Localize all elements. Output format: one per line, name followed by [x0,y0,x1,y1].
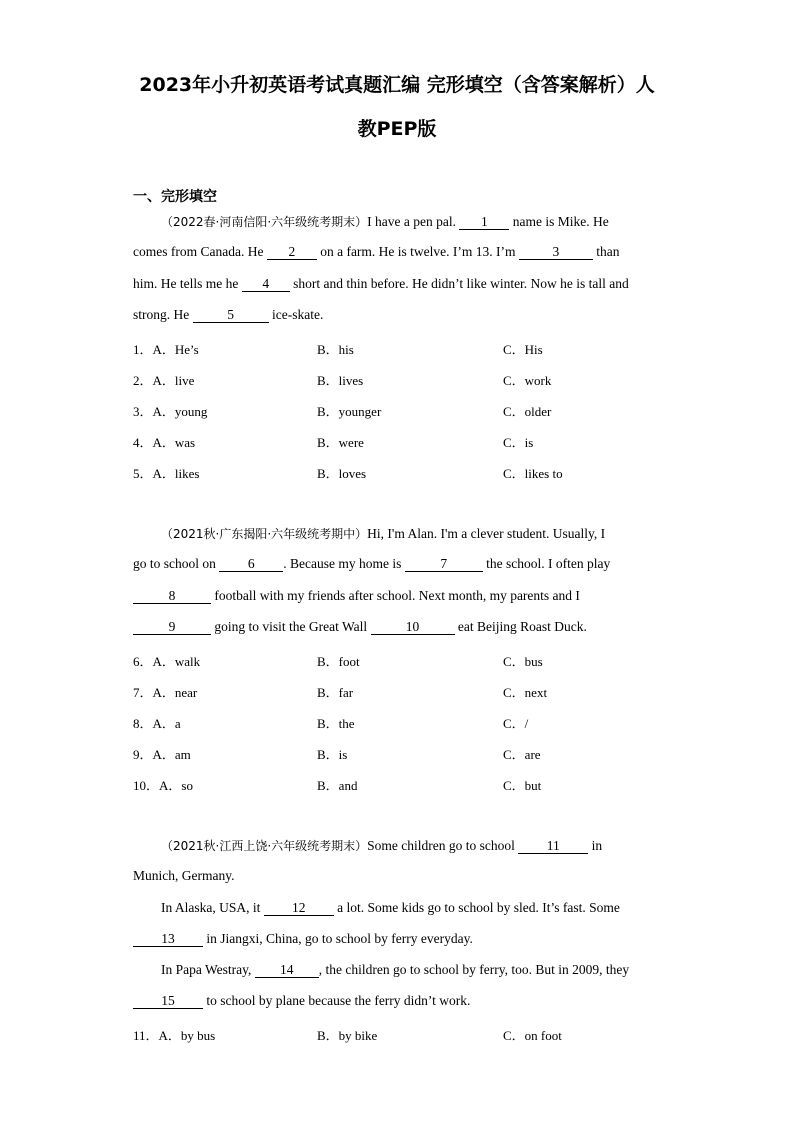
q1-option-b: B．his [317,342,354,357]
q1-option-a: 1．A．He’s [133,342,199,357]
text: than [592,244,620,259]
passage3-line4 [133,931,473,947]
passage3-source: （2021秋·江西上饶·六年级统考期末） [161,839,368,853]
text: on a farm. He is twelve. I’m 13. I’m [316,244,519,259]
q8-option-c: C．/ [503,716,529,731]
text: name is Mike. He [509,214,609,229]
passage2-line3 [133,588,580,604]
text: strong. He [133,307,193,322]
text: , the children go to school by ferry, too. But in 2009, they [318,962,630,977]
q3-option-b: B．younger [317,404,382,419]
passage3-line3 [161,900,620,916]
text: Hi, I'm Alan. I'm a clever student. Usually, I [367,526,606,541]
passage2-line2 [133,556,610,572]
text: the school. I often play [482,556,611,571]
blank-5: 5 [193,308,269,323]
passage3-line1 [161,837,602,854]
text: In Papa Westray, [161,962,255,977]
text: in [588,838,603,853]
blank-15: 15 [133,994,203,1009]
q5-option-b: B．loves [317,466,367,481]
document-title-line2: 教PEP版 [357,118,437,140]
section-heading: 一、完形填空 [133,189,217,205]
blank-11: 11 [518,839,588,854]
passage2-source: （2021秋·广东揭阳·六年级统考期中） [161,527,368,541]
q10-option-b: B．and [317,778,358,793]
q3-option-c: C．older [503,404,552,419]
passage2-line1 [161,525,605,542]
q9-option-b: B．is [317,747,348,762]
text: Munich, Germany. [133,868,235,883]
q11-option-b: B．by bike [317,1028,378,1043]
q11-option-c: C．on foot [503,1028,562,1043]
passage1-line1 [161,213,609,230]
q9-option-a: 9．A．am [133,747,191,762]
passage1-line4 [133,307,323,323]
passage3-line6 [133,993,470,1009]
passage1-source: （2022春·河南信阳·六年级统考期末） [161,215,368,229]
text: . Because my home is [283,556,405,571]
q5-option-a: 5．A．likes [133,466,200,481]
q2-option-c: C．work [503,373,552,388]
q8-option-a: 8．A．a [133,716,181,731]
blank-9: 9 [133,620,211,635]
passage2-line4 [133,619,587,635]
blank-2: 2 [267,245,317,260]
passage1-line2 [133,244,620,260]
q10-option-c: C．but [503,778,542,793]
blank-7: 7 [405,557,483,572]
q6-option-c: C．bus [503,654,543,669]
q4-option-b: B．were [317,435,364,450]
text: in Jiangxi, China, go to school by ferry everyday. [203,931,473,946]
blank-13: 13 [133,932,203,947]
blank-8: 8 [133,589,211,604]
blank-4: 4 [242,277,290,292]
q11-option-a: 11．A．by bus [133,1028,216,1043]
text: going to visit the Great Wall [211,619,371,634]
text: short and thin before. He didn’t like winter. Now he is tall and [289,276,629,291]
q1-option-c: C．His [503,342,543,357]
text: a lot. Some kids go to school by sled. It’s fast. Some [333,900,620,915]
text: football with my friends after school. Next month, my parents and I [211,588,580,603]
q4-option-a: 4．A．was [133,435,196,450]
text: to school by plane because the ferry didn’t work. [203,993,471,1008]
q7-option-c: C．next [503,685,548,700]
passage3-line2 [133,868,234,884]
q2-option-a: 2．A．live [133,373,195,388]
blank-3: 3 [519,245,593,260]
q4-option-c: C．is [503,435,534,450]
q6-option-b: B．foot [317,654,360,669]
blank-14: 14 [255,963,319,978]
q5-option-c: C．likes to [503,466,563,481]
q10-option-a: 10．A．so [133,778,193,793]
q3-option-a: 3．A．young [133,404,208,419]
blank-1: 1 [459,215,509,230]
blank-6: 6 [219,557,283,572]
text: In Alaska, USA, it [161,900,264,915]
q7-option-a: 7．A．near [133,685,198,700]
q6-option-a: 6．A．walk [133,654,201,669]
text: comes from Canada. He [133,244,267,259]
q8-option-b: B．the [317,716,355,731]
passage1-line3 [133,276,629,292]
text: Some children go to school [367,838,519,853]
text: I have a pen pal. [367,214,460,229]
text: eat Beijing Roast Duck. [454,619,587,634]
q9-option-c: C．are [503,747,541,762]
q7-option-b: B．far [317,685,354,700]
text: him. He tells me he [133,276,242,291]
blank-10: 10 [371,620,455,635]
text: ice-skate. [268,307,324,322]
passage3-line5 [161,962,629,978]
blank-12: 12 [264,901,334,916]
document-title-line1: 2023年小升初英语考试真题汇编 完形填空（含答案解析）人 [139,74,655,96]
q2-option-b: B．lives [317,373,364,388]
text: go to school on [133,556,220,571]
